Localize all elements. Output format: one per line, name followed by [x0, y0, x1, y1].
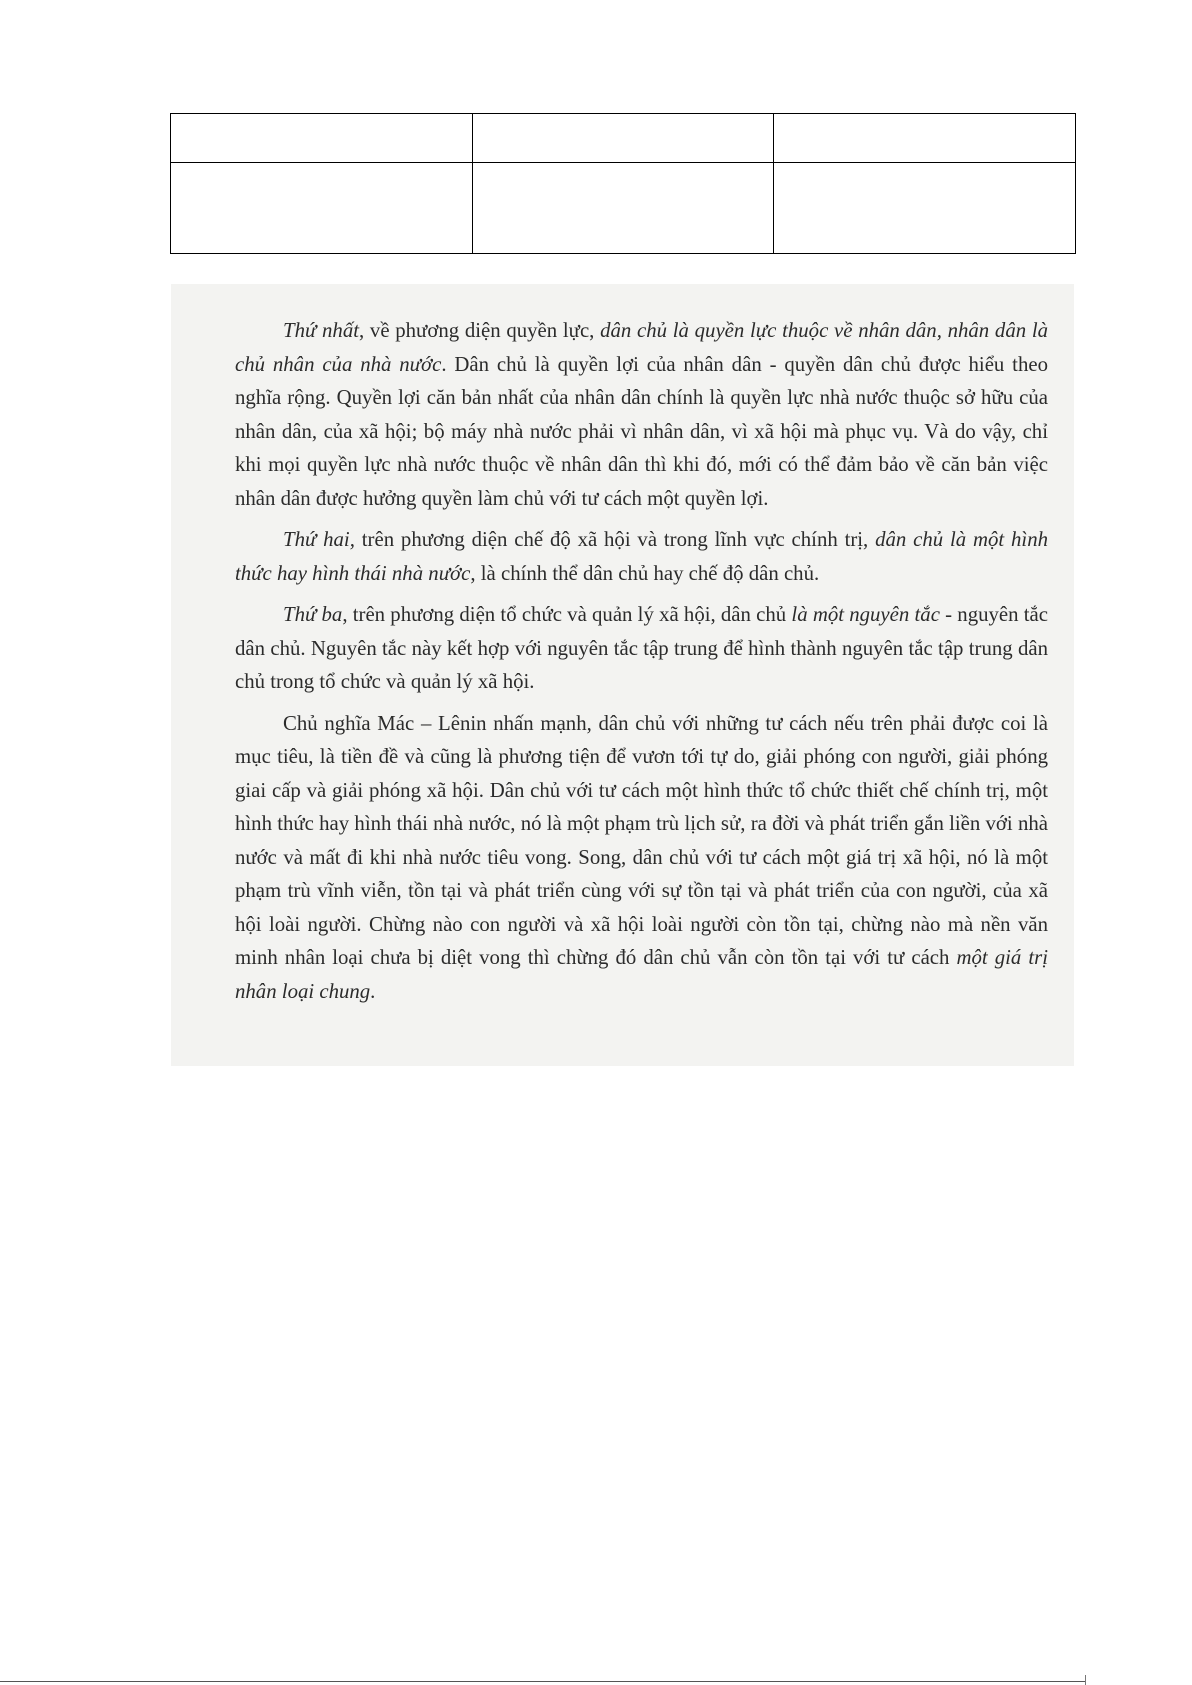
paragraph-lead: Thứ nhất — [283, 319, 359, 342]
paragraph-emphasis: dân chủ là quyền lực thuộc về nhân dân, nhân dân là chủ nhân của nhà nước — [235, 319, 1049, 376]
paragraph-third — [235, 598, 1048, 699]
paragraph-text: , về phương diện quyền lực, — [359, 319, 601, 342]
paragraph-emphasis: dân chủ là một hình thức hay hình thái nhà nước — [235, 528, 1048, 585]
paragraph-first — [235, 314, 1048, 515]
paragraph-emphasis: là một nguyên tắc — [791, 603, 940, 626]
paragraph-text: . — [370, 979, 376, 1003]
paragraph-text: , trên phương diện tổ chức và quản lý xã hội, dân chủ — [342, 603, 792, 626]
table-row — [171, 163, 1076, 254]
paragraph-text: . Dân chủ là quyền lợi của nhân dân - quyền dân chủ được hiểu theo nghĩa rộng. Quyền lợi căn bản nhất của nhân dân chính là quyền lực nhà nước thuộc sở hữu của nhân dân, của xã hội; bộ máy nhà nước phải vì nhân dân, vì xã hội mà phục vụ. Và do vậy, chỉ khi mọi quyền lực nhà nước thuộc về nhân dân thì khi đó, mới có thể đảm bảo về căn bản việc nhân dân được hưởng quyền làm chủ với tư cách một quyền lợi. — [235, 352, 1048, 510]
table-cell — [171, 114, 473, 163]
paragraph-text: trên phương diện chế độ xã hội và trong lĩnh vực chính trị, — [354, 528, 876, 551]
table-cell — [472, 114, 774, 163]
paragraph-text: , là chính thể dân chủ hay chế độ dân chủ. — [470, 561, 820, 585]
paragraph-emphasis: một giá trị nhân loại chung — [235, 946, 1048, 1003]
table-row — [171, 114, 1076, 163]
table-cell — [171, 163, 473, 254]
table-cell — [472, 163, 774, 254]
empty-table — [170, 113, 1076, 254]
table-cell — [774, 114, 1076, 163]
scanned-text-block — [171, 284, 1074, 1066]
paragraph-text: Chủ nghĩa Mác – Lênin nhấn mạnh, dân chủ với những tư cách nếu trên phải được coi là mục tiêu, là tiền đề và cũng là phương tiện để vươn tới tự do, giải phóng con người, giải phóng giai cấp và giải phóng xã hội. Dân chủ với tư cách một hình thức tổ chức thiết chế chính trị, một hình thức hay hình thái nhà nước, nó là một phạm trù lịch sử, ra đời và phát triển gắn liền với nhà nước và mất đi khi nhà nước tiêu vong. Song, dân chủ với tư cách một giá trị xã hội, nó là một phạm trù vĩnh viễn, tồn tại và phát triển cùng với sự tồn tại và phát triển của con người, của xã hội loài người. Chừng nào con người và xã hội loài người còn tồn tại, chừng nào mà nền văn minh nhân loại chưa bị diệt vong thì chừng đó dân chủ vẫn còn tồn tại với tư cách — [235, 711, 1048, 969]
paragraph-fourth — [235, 707, 1048, 1009]
table-cell — [774, 163, 1076, 254]
paragraph-text: - nguyên tắc dân chủ. Nguyên tắc này kết hợp với nguyên tắc tập trung để hình thành nguyên tắc tập trung dân chủ trong tổ chức và quản lý xã hội. — [235, 603, 1048, 693]
paragraph-second — [235, 523, 1048, 590]
paragraph-lead: Thứ hai, — [283, 528, 355, 551]
footer-rule-tick — [1085, 1675, 1086, 1685]
footer-rule — [0, 1681, 1085, 1682]
paragraph-lead: Thứ ba — [283, 603, 343, 626]
